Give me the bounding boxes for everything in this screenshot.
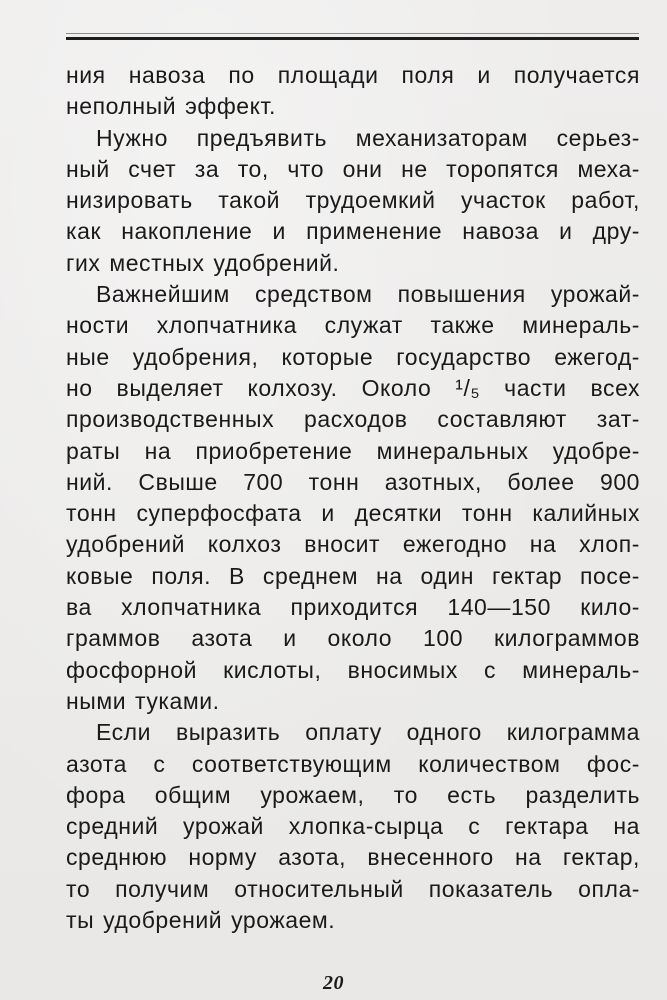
header-rule — [66, 37, 639, 40]
text-line: то получим относительный показатель опла- — [66, 875, 640, 902]
text-line: низировать такой трудоемкий участок работ, — [66, 187, 640, 214]
text-line: раты на приобретение минеральных удобре- — [66, 437, 640, 464]
text-line: ковые поля. В среднем на один гектар посе- — [66, 562, 640, 589]
header-rule-thin — [66, 33, 639, 34]
text-line: фосфорной кислоты, вносимых с минераль- — [66, 656, 640, 683]
text-line: ты удобрений урожаем. — [66, 907, 336, 934]
text-line: тонн суперфосфата и десятки тонн калийных — [66, 500, 640, 527]
text-line: фора общим урожаем, то есть разделить — [66, 781, 640, 808]
text-line: ными туками. — [66, 687, 220, 714]
text-line: среднюю норму азота, внесенного на гектар, — [66, 844, 640, 871]
paragraph-2 — [66, 123, 640, 279]
paragraph-1 — [66, 60, 640, 123]
text-line: ные удобрения, которые государство ежегод- — [66, 343, 640, 370]
text-line: ности хлопчатника служат также минераль- — [66, 312, 640, 339]
text-line: Важнейшим средством повышения урожай- — [96, 281, 640, 308]
text-line: ва хлопчатника приходится 140—150 кило- — [66, 594, 640, 621]
body-text — [66, 60, 640, 936]
text-line: Нужно предъявить механизаторам серьез- — [96, 124, 640, 151]
text-line: ний. Свыше 700 тонн азотных, более 900 — [66, 468, 640, 495]
text-line: азота с соответствующим количеством фос- — [66, 750, 640, 777]
text-line: гих местных удобрений. — [66, 249, 340, 276]
text-line: удобрений колхоз вносит ежегодно на хлоп- — [66, 531, 640, 558]
paragraph-3 — [66, 279, 640, 717]
text-line: но выделяет колхозу. Около ¹/₅ части всех — [66, 374, 640, 401]
text-line: неполный эффект. — [66, 93, 276, 120]
text-line: как накопление и применение навоза и дру- — [66, 218, 640, 245]
text-line: ния навоза по площади поля и получается — [66, 62, 640, 88]
text-line: ный счет за то, что они не торопятся меха- — [66, 155, 640, 182]
paragraph-4 — [66, 717, 640, 936]
page-number: 20 — [323, 972, 344, 994]
text-line: граммов азота и около 100 килограммов — [66, 625, 640, 652]
text-line: производственных расходов составляют зат- — [66, 406, 640, 433]
text-line: Если выразить оплату одного килограмма — [96, 719, 640, 746]
text-line: средний урожай хлопка-сырца с гектара на — [66, 813, 640, 840]
